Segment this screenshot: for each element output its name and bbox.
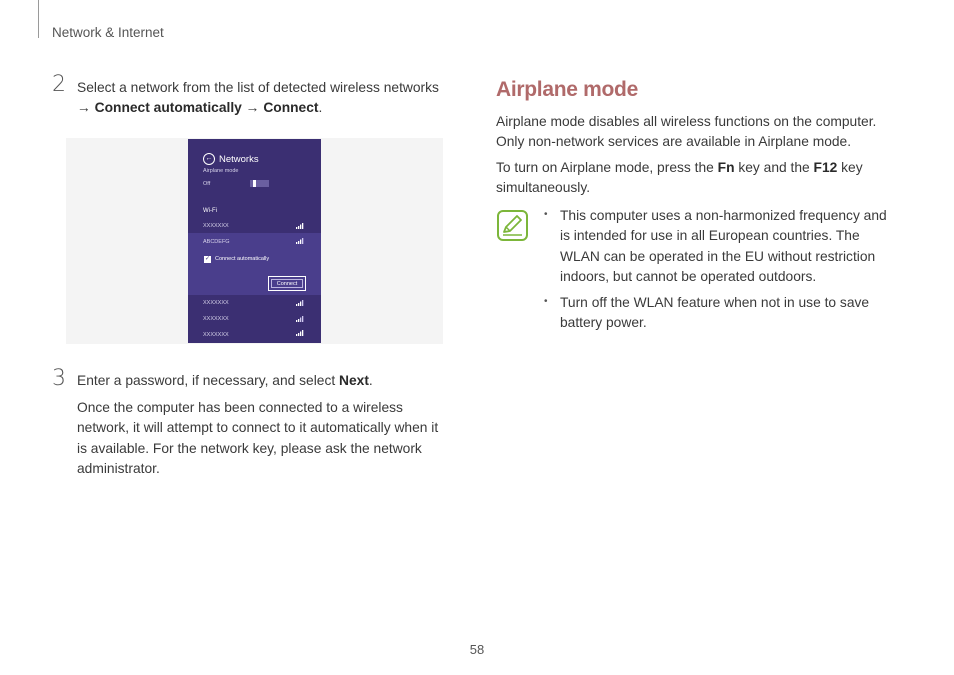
next-label: Next [339,373,369,388]
step-number-3: 3 [52,366,66,391]
header-rule [38,0,39,38]
wifi-secured-signal-icon [296,330,304,336]
bullet-dot: • [544,296,548,307]
p2-text: To turn on Airplane mode, press the [496,160,718,175]
note-bullet-2: Turn off the WLAN feature when not in use to save battery power. [560,295,870,331]
step-number-2: 2 [52,72,66,97]
networks-header [203,153,259,165]
network-item-4[interactable]: XXXXXXX [203,316,229,322]
networks-panel [188,139,321,343]
period: . [368,373,373,388]
step-2-text [77,78,452,119]
connect-automatically-checkbox[interactable]: ✓ [204,256,211,262]
step-3-text [77,371,452,391]
period: . [318,100,323,116]
back-arrow-icon[interactable]: ← [203,153,215,165]
airplane-state: Off [203,181,211,187]
note-bullet-1: This computer uses a non-harmonized frequency and is intended for use in all European countries. The WLAN can be operated in the EU without restriction indoors, but cannot be operated outdoors. [560,208,887,285]
wifi-signal-icon [296,316,304,322]
wifi-label: Wi-Fi [203,208,217,214]
connect-label: Connect [263,100,319,116]
connect-automatically-text: Connect automatically [215,256,270,262]
bullet-dot: • [544,209,548,220]
airplane-mode-label: Airplane mode [203,168,239,174]
step-2-line1: Select a network from the list of detected wireless networks [77,80,439,95]
network-item-1[interactable]: XXXXXXX [203,223,229,229]
section-header: Network & Internet [52,25,164,40]
fn-key: Fn [717,160,735,175]
connect-automatically-label: Connect automatically [94,100,242,116]
arrow: → [77,100,95,116]
wifi-signal-icon [296,238,304,244]
network-item-5[interactable]: XXXXXXX [203,332,229,338]
connect-button-label: Connect [271,279,303,288]
step-3-paragraph: Once the computer has been connected to a wireless network, it will attempt to connect to it automatically when it is available. For the network key, please ask the network administrator. [77,400,439,477]
page-number: 58 [469,642,485,657]
note-pencil-icon [497,210,528,241]
airplane-paragraph-1: Airplane mode disables all wireless functions on the computer. Only non-network services are available in Airplane mode. [496,114,877,150]
airplane-toggle[interactable] [250,180,269,187]
networks-title: Networks [219,153,259,165]
step-3-instruction: Enter a password, if necessary, and select [77,373,340,388]
p2-text: key simultaneously. [496,160,863,196]
network-item-2[interactable]: ABCDEFG [203,239,230,245]
wifi-signal-icon [296,300,304,306]
arrow: → [241,100,264,116]
f12-key: F12 [813,160,838,175]
wifi-signal-icon [296,223,304,229]
connect-button[interactable] [268,276,306,291]
network-item-3[interactable]: XXXXXXX [203,300,229,306]
airplane-mode-title: Airplane mode [496,78,638,101]
p2-text: key and the [734,160,814,175]
toggle-knob [253,180,256,187]
airplane-paragraph-2 [496,158,896,199]
